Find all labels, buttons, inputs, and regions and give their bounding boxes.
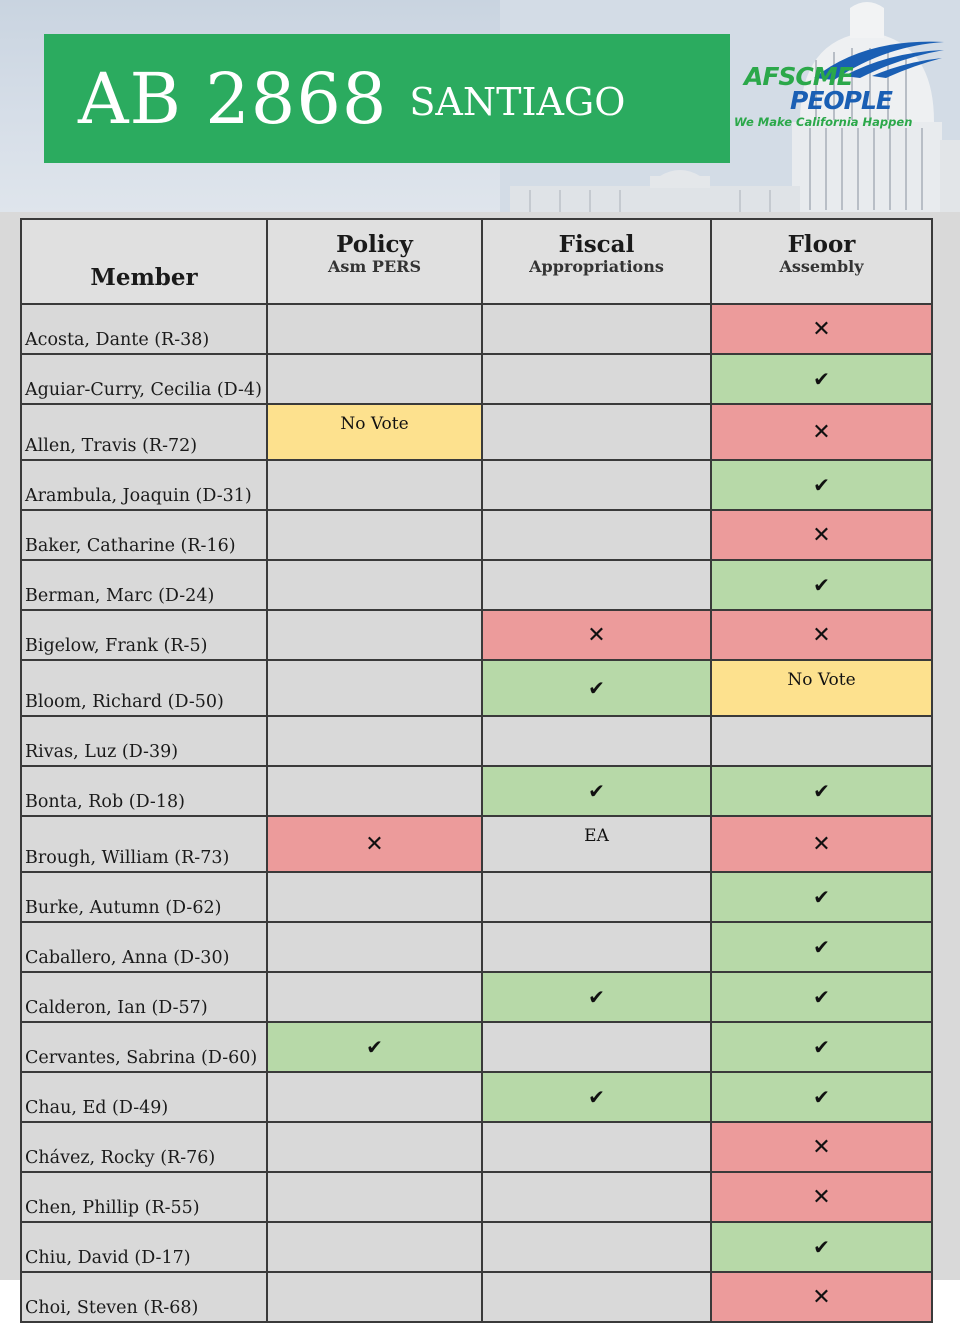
floor-vote-no — [711, 1172, 932, 1222]
fiscal-vote-empty — [482, 1172, 711, 1222]
member-name: Chávez, Rocky (R-76) — [21, 1122, 267, 1172]
fiscal-vote-empty — [482, 1222, 711, 1272]
table-row — [21, 660, 932, 716]
x-mark-icon: ✕ — [812, 522, 831, 548]
member-name: Chau, Ed (D-49) — [21, 1072, 267, 1122]
table-row — [21, 816, 932, 872]
header-floor-title: Floor — [787, 231, 856, 258]
checkmark-icon: ✔ — [588, 779, 605, 803]
logo-line1: AFSCME — [744, 62, 853, 91]
floor-vote-no — [711, 404, 932, 460]
checkmark-icon: ✔ — [813, 985, 830, 1009]
fiscal-vote-yes — [482, 766, 711, 816]
policy-vote-empty — [267, 610, 482, 660]
policy-vote-empty — [267, 1172, 482, 1222]
floor-vote-yes — [711, 872, 932, 922]
table-row — [21, 766, 932, 816]
checkmark-icon: ✔ — [813, 1085, 830, 1109]
floor-vote-yes — [711, 972, 932, 1022]
bill-number: AB 2868 — [78, 57, 388, 140]
table-row — [21, 872, 932, 922]
floor-vote-no — [711, 1122, 932, 1172]
x-mark-icon: ✕ — [812, 622, 831, 648]
vote-table-body — [21, 304, 932, 1322]
fiscal-vote-empty — [482, 1122, 711, 1172]
checkmark-icon: ✔ — [588, 1085, 605, 1109]
floor-vote-yes — [711, 766, 932, 816]
policy-vote-empty — [267, 1072, 482, 1122]
policy-vote-empty — [267, 510, 482, 560]
member-name: Acosta, Dante (R-38) — [21, 304, 267, 354]
header-policy-subtitle: Asm PERS — [328, 257, 421, 276]
fiscal-vote-no — [482, 610, 711, 660]
policy-vote-no-vote: No Vote — [267, 404, 482, 460]
member-name: Bloom, Richard (D-50) — [21, 660, 267, 716]
member-name: Calderon, Ian (D-57) — [21, 972, 267, 1022]
policy-vote-empty — [267, 560, 482, 610]
floor-vote-yes — [711, 354, 932, 404]
checkmark-icon: ✔ — [813, 473, 830, 497]
table-row — [21, 354, 932, 404]
fiscal-vote-empty — [482, 304, 711, 354]
floor-vote-no-vote: No Vote — [711, 660, 932, 716]
floor-vote-no — [711, 510, 932, 560]
floor-vote-yes — [711, 922, 932, 972]
checkmark-icon: ✔ — [588, 985, 605, 1009]
floor-vote-no — [711, 304, 932, 354]
member-name: Rivas, Luz (D-39) — [21, 716, 267, 766]
header-floor-subtitle: Assembly — [779, 257, 864, 276]
header-member-title: Member — [90, 264, 198, 291]
checkmark-icon: ✔ — [588, 676, 605, 700]
policy-vote-empty — [267, 922, 482, 972]
x-mark-icon: ✕ — [587, 622, 606, 648]
table-row — [21, 1072, 932, 1122]
member-name: Berman, Marc (D-24) — [21, 560, 267, 610]
table-row — [21, 510, 932, 560]
table-row — [21, 404, 932, 460]
policy-vote-empty — [267, 872, 482, 922]
header-floor — [711, 219, 932, 304]
floor-vote-empty — [711, 716, 932, 766]
table-row — [21, 460, 932, 510]
fiscal-vote-empty — [482, 922, 711, 972]
fiscal-vote-empty — [482, 510, 711, 560]
member-name: Bigelow, Frank (R-5) — [21, 610, 267, 660]
vote-table — [20, 218, 933, 1323]
header-policy — [267, 219, 482, 304]
floor-vote-yes — [711, 1222, 932, 1272]
table-row — [21, 610, 932, 660]
policy-vote-empty — [267, 716, 482, 766]
vote-table-panel — [0, 212, 960, 1318]
fiscal-vote-status: EA — [482, 816, 711, 872]
member-name: Baker, Catharine (R-16) — [21, 510, 267, 560]
x-mark-icon: ✕ — [812, 1134, 831, 1160]
member-name: Cervantes, Sabrina (D-60) — [21, 1022, 267, 1072]
policy-vote-no — [267, 816, 482, 872]
floor-vote-no — [711, 816, 932, 872]
table-row — [21, 1122, 932, 1172]
fiscal-vote-yes — [482, 1072, 711, 1122]
policy-vote-empty — [267, 304, 482, 354]
member-name: Bonta, Rob (D-18) — [21, 766, 267, 816]
fiscal-vote-empty — [482, 404, 711, 460]
x-mark-icon: ✕ — [812, 419, 831, 445]
x-mark-icon: ✕ — [812, 1284, 831, 1310]
checkmark-icon: ✔ — [813, 779, 830, 803]
member-name: Brough, William (R-73) — [21, 816, 267, 872]
header-fiscal — [482, 219, 711, 304]
fiscal-vote-yes — [482, 660, 711, 716]
afscme-people-logo — [734, 36, 954, 136]
member-name: Chiu, David (D-17) — [21, 1222, 267, 1272]
member-name: Arambula, Joaquin (D-31) — [21, 460, 267, 510]
policy-vote-empty — [267, 1122, 482, 1172]
checkmark-icon: ✔ — [813, 885, 830, 909]
fiscal-vote-empty — [482, 872, 711, 922]
title-banner — [44, 34, 730, 163]
member-name: Allen, Travis (R-72) — [21, 404, 267, 460]
x-mark-icon: ✕ — [812, 831, 831, 857]
member-name: Caballero, Anna (D-30) — [21, 922, 267, 972]
table-row — [21, 304, 932, 354]
policy-vote-empty — [267, 354, 482, 404]
logo-line2: PEOPLE — [790, 86, 892, 115]
floor-vote-yes — [711, 1022, 932, 1072]
policy-vote-empty — [267, 972, 482, 1022]
member-name: Aguiar-Curry, Cecilia (D-4) — [21, 354, 267, 404]
header-policy-title: Policy — [336, 231, 413, 258]
bill-author: SANTIAGO — [409, 79, 626, 124]
header-fiscal-subtitle: Appropriations — [529, 257, 664, 276]
member-name: Chen, Phillip (R-55) — [21, 1172, 267, 1222]
checkmark-icon: ✔ — [813, 367, 830, 391]
x-mark-icon: ✕ — [365, 831, 384, 857]
header-fiscal-title: Fiscal — [558, 231, 635, 258]
table-row — [21, 972, 932, 1022]
fiscal-vote-empty — [482, 1022, 711, 1072]
checkmark-icon: ✔ — [813, 1235, 830, 1259]
logo-tagline: We Make California Happen — [734, 115, 913, 129]
policy-vote-empty — [267, 766, 482, 816]
member-name: Choi, Steven (R-68) — [21, 1272, 267, 1322]
table-row — [21, 716, 932, 766]
fiscal-vote-empty — [482, 716, 711, 766]
table-row — [21, 1222, 932, 1272]
floor-vote-yes — [711, 1072, 932, 1122]
x-mark-icon: ✕ — [812, 1184, 831, 1210]
policy-vote-empty — [267, 460, 482, 510]
checkmark-icon: ✔ — [813, 1035, 830, 1059]
checkmark-icon: ✔ — [813, 935, 830, 959]
header-member — [21, 219, 267, 304]
x-mark-icon: ✕ — [812, 316, 831, 342]
fiscal-vote-yes — [482, 972, 711, 1022]
checkmark-icon: ✔ — [813, 573, 830, 597]
table-row — [21, 1022, 932, 1072]
table-row — [21, 922, 932, 972]
policy-vote-empty — [267, 1222, 482, 1272]
member-name: Burke, Autumn (D-62) — [21, 872, 267, 922]
table-row — [21, 1172, 932, 1222]
header — [0, 0, 960, 212]
fiscal-vote-empty — [482, 560, 711, 610]
fiscal-vote-empty — [482, 460, 711, 510]
table-row — [21, 560, 932, 610]
fiscal-vote-empty — [482, 354, 711, 404]
floor-vote-yes — [711, 560, 932, 610]
floor-vote-no — [711, 610, 932, 660]
checkmark-icon: ✔ — [366, 1035, 383, 1059]
table-header-row — [21, 219, 932, 304]
policy-vote-empty — [267, 660, 482, 716]
policy-vote-yes — [267, 1022, 482, 1072]
floor-vote-yes — [711, 460, 932, 510]
